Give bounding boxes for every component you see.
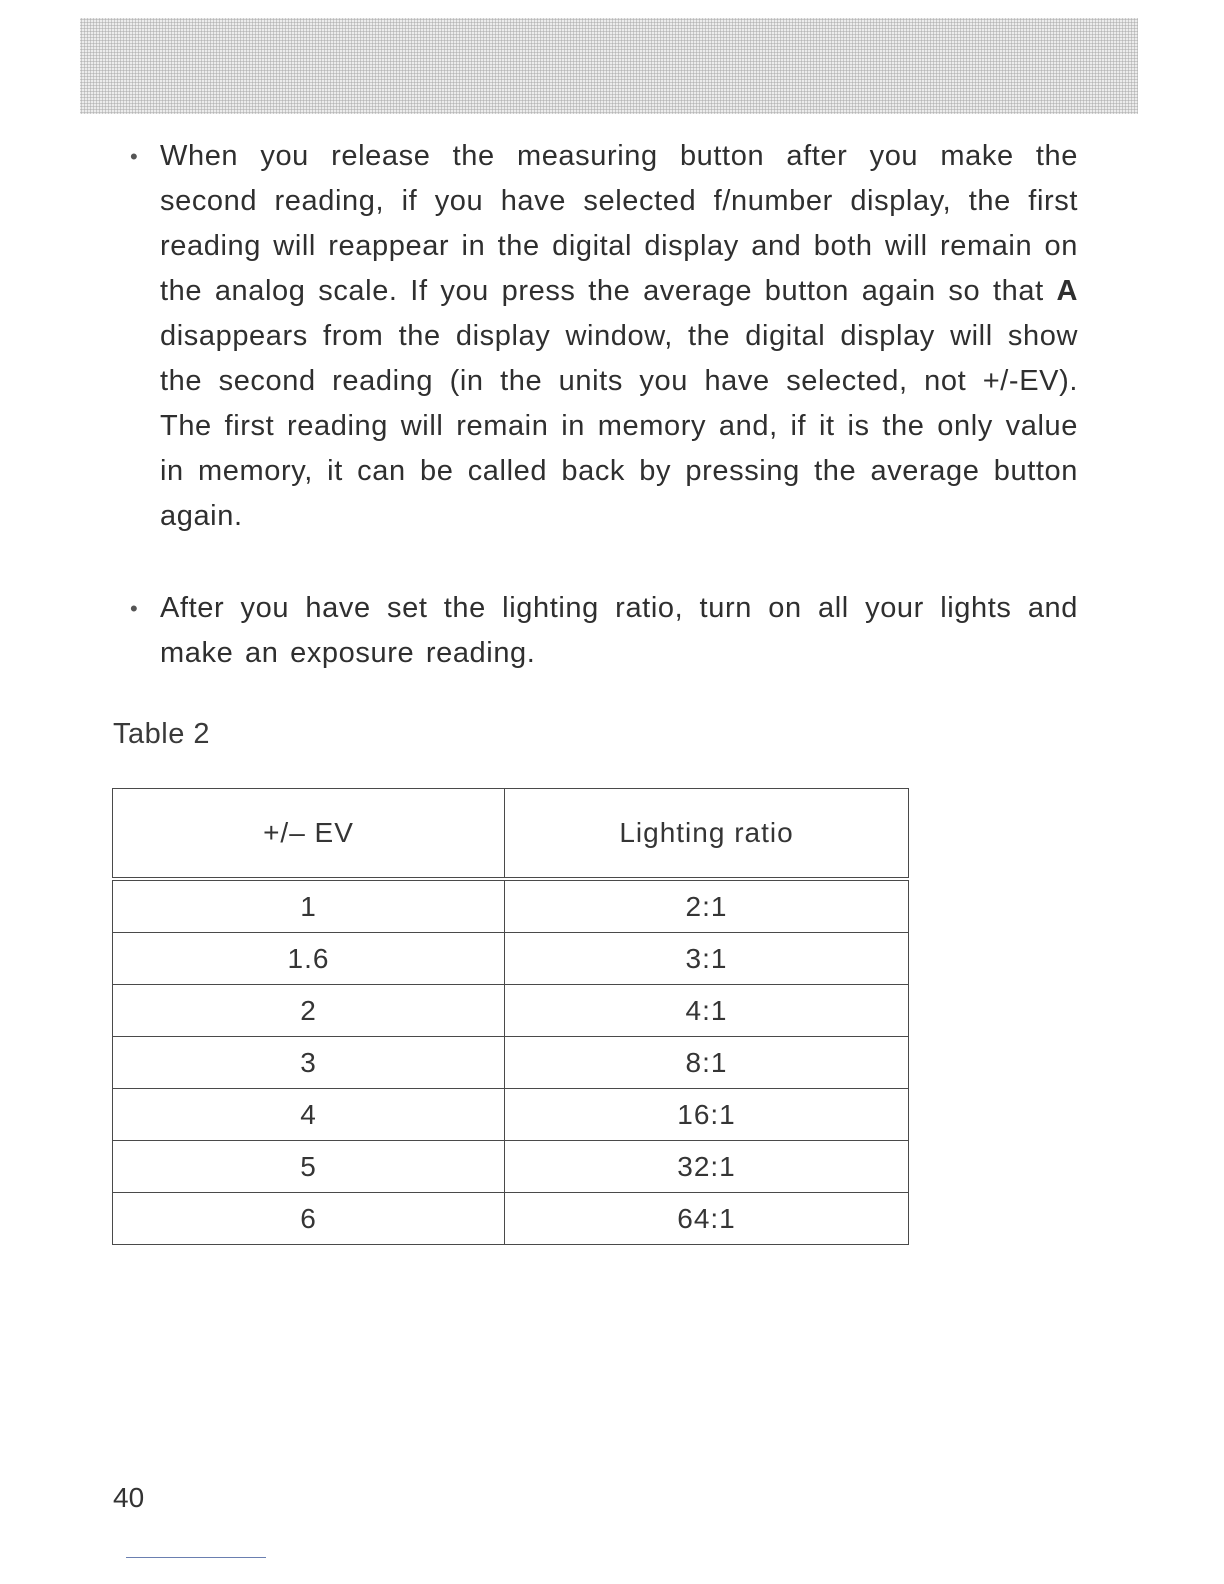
average-indicator-letter: A	[1056, 275, 1078, 307]
header-ev: +/– EV	[113, 789, 505, 880]
table-header-row	[113, 789, 909, 880]
table-row	[113, 933, 909, 985]
bullet-item-2	[130, 586, 1078, 676]
bullet-item-1	[130, 134, 1078, 539]
table-row	[113, 1193, 909, 1245]
bullet-marker: •	[130, 596, 139, 621]
table-row	[113, 879, 909, 933]
table-row	[113, 1141, 909, 1193]
table-caption: Table 2	[113, 718, 211, 750]
bullet-text-1-part-a: When you release the measuring button after you make the second reading, if you have selected f/number display, the first reading will reappear in the digital display and both will remain on the analog scale. If you press the average button again so that	[160, 140, 1078, 307]
ratio-cell: 2:1	[505, 879, 909, 933]
ev-cell: 4	[113, 1089, 505, 1141]
ratio-cell: 8:1	[505, 1037, 909, 1089]
ev-cell: 6	[113, 1193, 505, 1245]
bullet-text-1	[160, 134, 1078, 539]
ratio-cell: 3:1	[505, 933, 909, 985]
bullet-marker: •	[130, 144, 139, 169]
ratio-cell: 32:1	[505, 1141, 909, 1193]
ratio-cell: 16:1	[505, 1089, 909, 1141]
bullet-text-1-part-b: disappears from the display window, the digital display will show the second reading (in the units you have selected, not +/-EV). The first reading will remain in memory and, if it is the only value in memory, it can be called back by pressing the average button again.	[160, 320, 1078, 532]
ev-cell: 5	[113, 1141, 505, 1193]
table-row	[113, 1089, 909, 1141]
page-footer-rule	[126, 1557, 266, 1558]
header-lighting-ratio: Lighting ratio	[505, 789, 909, 880]
bullet-text-2: After you have set the lighting ratio, turn on all your lights and make an exposure reading.	[160, 592, 1078, 669]
table-row	[113, 985, 909, 1037]
ratio-cell: 64:1	[505, 1193, 909, 1245]
page-number: 40	[113, 1482, 145, 1513]
ev-cell: 3	[113, 1037, 505, 1089]
ev-cell: 1.6	[113, 933, 505, 985]
ev-cell: 1	[113, 879, 505, 933]
lighting-ratio-table	[112, 788, 909, 1245]
ev-cell: 2	[113, 985, 505, 1037]
ratio-cell: 4:1	[505, 985, 909, 1037]
header-band	[80, 18, 1138, 114]
table-row	[113, 1037, 909, 1089]
